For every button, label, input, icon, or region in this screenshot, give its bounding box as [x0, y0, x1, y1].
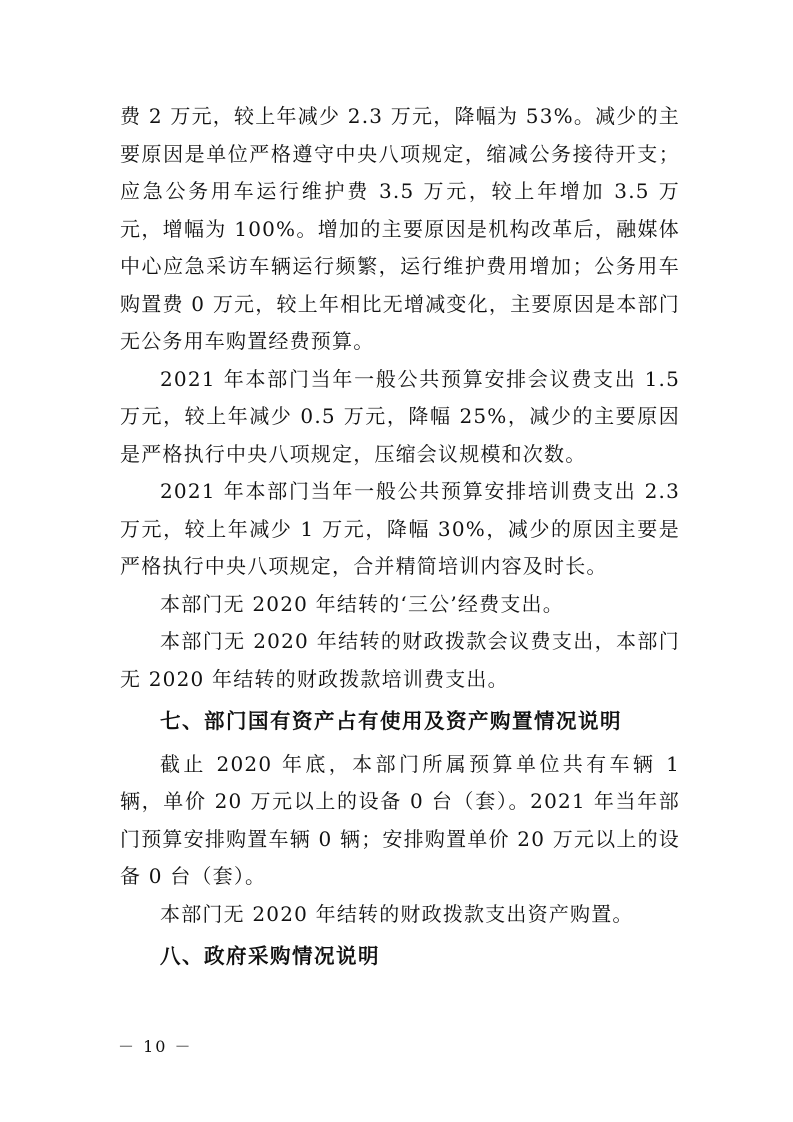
paragraph-assets-summary: 截止 2020 年底，本部门所属预算单位共有车辆 1 辆，单价 20 万元以上的设备 0 台（套）。2021 年当年部门预算安排购置车辆 0 辆；安排购置单价 20 万元以上的设备 0 台（套）。: [120, 751, 680, 888]
paragraph-official-expenses-continued: 费 2 万元，较上年减少 2.3 万元，降幅为 53%。减少的主要原因是单位严格遵守中央八项规定，缩减公务接待开支；应急公务用车运行维护费 3.5 万元，较上年增加 3.5 万元，增幅为 100%。增加的主要原因是机构改革后，融媒体中心应急采访车辆运行频繁，运行维护费用增加；公务用车购置费 0 万元，较上年相比无增减变化，主要原因是本部门无公务用车购置经费预算。: [120, 104, 680, 353]
document-body: [120, 98, 680, 981]
paragraph-training-expenses: 2021 年本部门当年一般公共预算安排培训费支出 2.3 万元，较上年减少 1 万元，降幅 30%，减少的原因主要是严格执行中央八项规定，合并精简培训内容及时长。: [120, 479, 680, 578]
paragraph-no-carryover-meeting-training: 本部门无 2020 年结转的财政拨款会议费支出，本部门无 2020 年结转的财政拨款培训费支出。: [120, 629, 680, 691]
page-number: － 10 －: [118, 1037, 193, 1056]
section-heading-state-assets: 七、部门国有资产占有使用及资产购置情况说明: [160, 709, 622, 733]
paragraph-no-carryover-three-public: 本部门无 2020 年结转的‘三公’经费支出。: [160, 591, 564, 616]
paragraph-no-carryover-asset-purchase: 本部门无 2020 年结转的财政拨款支出资产购置。: [160, 901, 634, 926]
section-heading-government-procurement: 八、政府采购情况说明: [160, 944, 380, 968]
paragraph-meeting-expenses: 2021 年本部门当年一般公共预算安排会议费支出 1.5 万元，较上年减少 0.5 万元，降幅 25%，减少的主要原因是严格执行中央八项规定，压缩会议规模和次数。: [120, 366, 680, 466]
